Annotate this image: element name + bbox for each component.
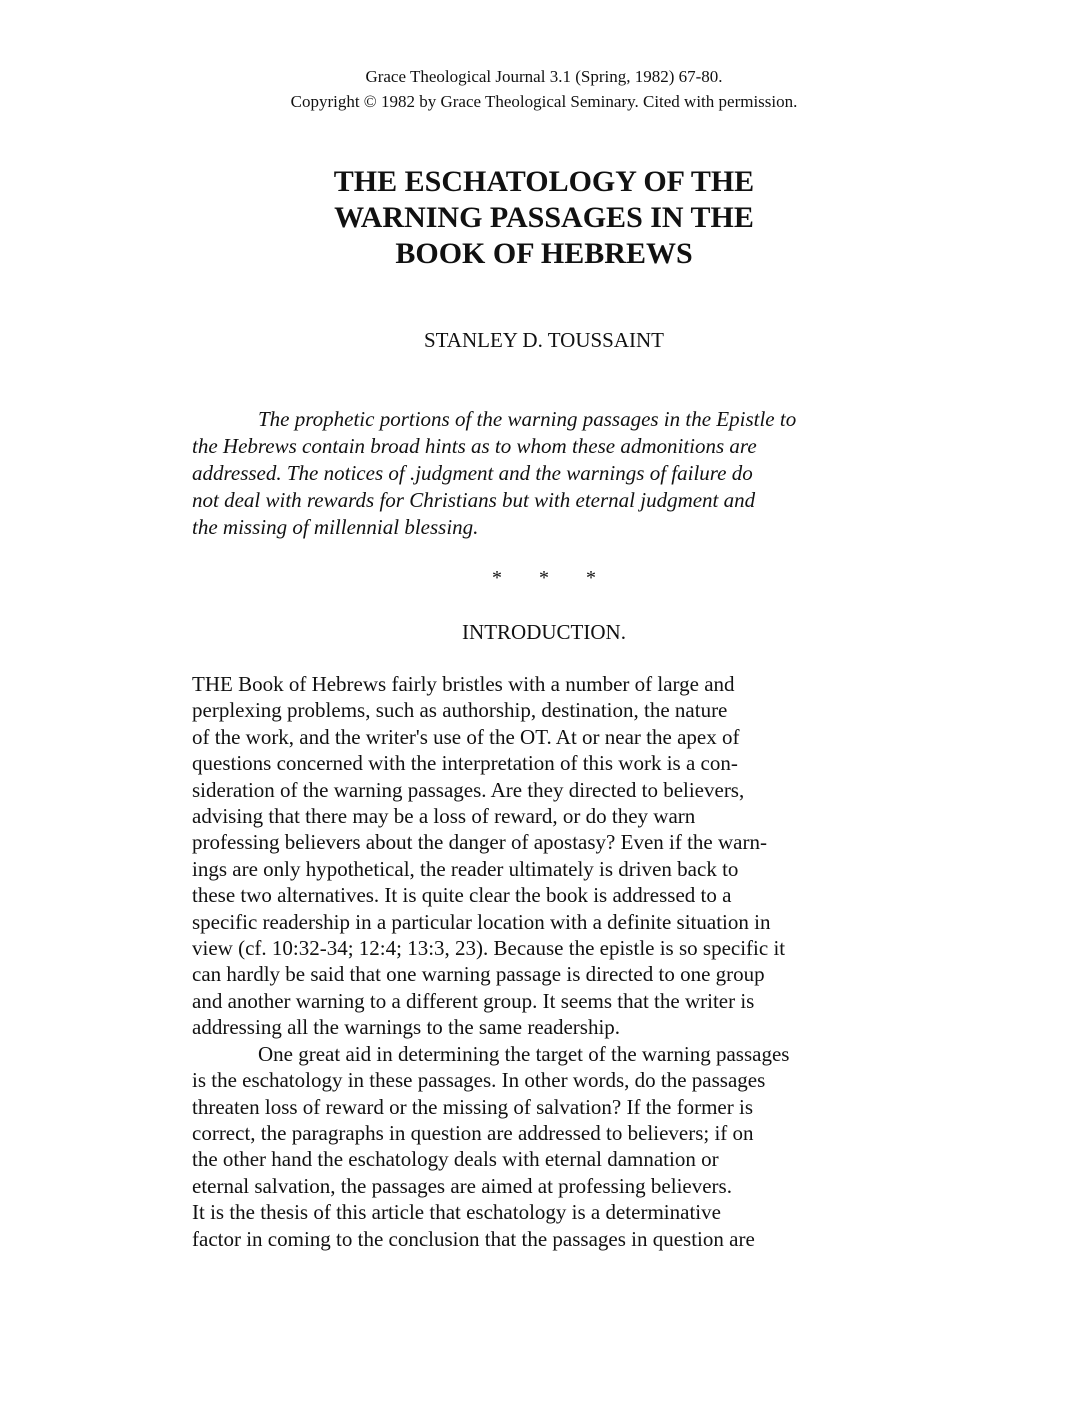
abstract-line: the Hebrews contain broad hints as to whom these admonitions are <box>192 434 757 458</box>
abstract-line: not deal with rewards for Christians but with eternal judgment and <box>192 488 756 512</box>
title-line: BOOK OF HEBREWS <box>395 237 693 270</box>
body-line: eternal salvation, the passages are aimed at professing believers. <box>192 1173 732 1198</box>
body-line: these two alternatives. It is quite clear the book is addressed to a <box>192 883 732 908</box>
asterisk: * <box>539 567 549 589</box>
body-line: of the work, and the writer's use of the OT. At or near the apex of <box>192 724 740 749</box>
body-line: and another warning to a different group. It seems that the writer is <box>192 988 755 1013</box>
body-line: One great aid in determining the target of the warning passages <box>258 1041 790 1066</box>
body-line: specific readership in a particular location with a definite situation in <box>192 909 771 934</box>
article-title <box>0 164 1088 272</box>
copyright-line: Copyright © 1982 by Grace Theological Seminary. Cited with permission. <box>290 92 798 111</box>
body-line: questions concerned with the interpretation of this work is a con- <box>192 751 738 776</box>
abstract-line: The prophetic portions of the warning passages in the Epistle to <box>258 407 797 431</box>
abstract <box>192 406 872 541</box>
body-line: professing believers about the danger of apostasy? Even if the warn- <box>192 830 767 855</box>
asterisk: * <box>492 567 502 589</box>
body-line: It is the thesis of this article that eschatology is a determinative <box>192 1200 721 1225</box>
title-line: THE ESCHATOLOGY OF THE <box>333 165 755 198</box>
abstract-line: the missing of millennial blessing. <box>192 515 479 539</box>
body-line: correct, the paragraphs in question are addressed to believers; if on <box>192 1120 754 1145</box>
body-line: sideration of the warning passages. Are they directed to believers, <box>192 777 745 802</box>
body-line: is the eschatology in these passages. In other words, do the passages <box>192 1068 766 1093</box>
body-line: can hardly be said that one warning passage is directed to one group <box>192 962 765 987</box>
citation-line: Grace Theological Journal 3.1 (Spring, 1982) 67-80. <box>365 67 723 86</box>
asterisk: * <box>586 567 596 589</box>
title-line: WARNING PASSAGES IN THE <box>334 201 754 234</box>
body-line: ings are only hypothetical, the reader ultimately is driven back to <box>192 856 739 881</box>
body-line: perplexing problems, such as authorship, destination, the nature <box>192 698 728 723</box>
body-line: factor in coming to the conclusion that the passages in question are <box>192 1226 755 1251</box>
body-line: the other hand the eschatology deals with eternal damnation or <box>192 1147 719 1172</box>
body-line: advising that there may be a loss of reward, or do they warn <box>192 804 696 829</box>
section-separator <box>0 566 1088 590</box>
author-name: STANLEY D. TOUSSAINT <box>423 328 665 352</box>
journal-header <box>0 64 1088 114</box>
body-line: view (cf. 10:32-34; 12:4; 13:3, 23). Because the epistle is so specific it <box>192 936 786 961</box>
body-text <box>192 671 882 1252</box>
body-line: addressing all the warnings to the same readership. <box>192 1015 621 1040</box>
section-heading: INTRODUCTION. <box>462 620 626 644</box>
body-line: threaten loss of reward or the missing of salvation? If the former is <box>192 1094 754 1119</box>
abstract-line: addressed. The notices of .judgment and the warnings of failure do <box>192 461 753 485</box>
body-line: THE Book of Hebrews fairly bristles with a number of large and <box>192 672 735 696</box>
